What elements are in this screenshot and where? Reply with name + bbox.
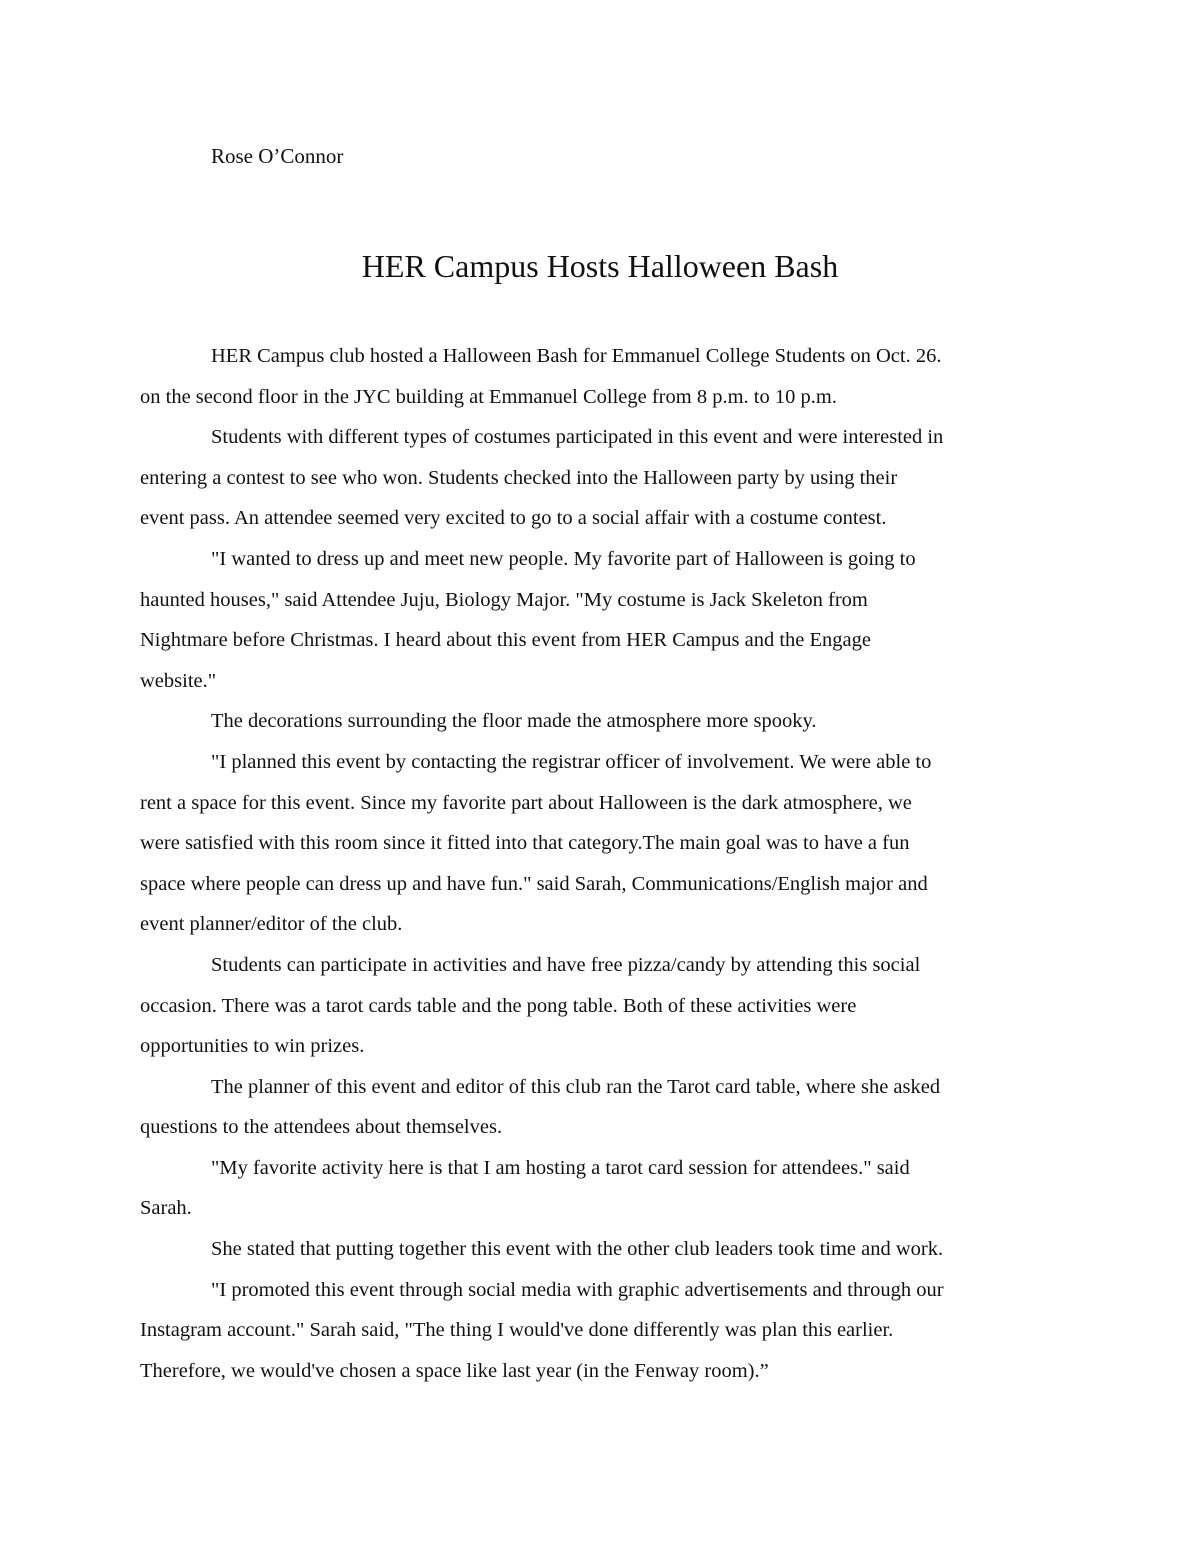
- body-text-line: "My favorite activity here is that I am hosting a tarot card session for attendees." said: [211, 1156, 910, 1179]
- body-text-line: She stated that putting together this event with the other club leaders took time and work.: [211, 1238, 944, 1261]
- body-text-line: occasion. There was a tarot cards table and the pong table. Both of these activities were: [140, 994, 857, 1017]
- body-text-line: website.": [140, 669, 217, 692]
- body-text-line: The planner of this event and editor of this club ran the Tarot card table, where she asked: [211, 1075, 941, 1098]
- body-text-line: haunted houses," said Attendee Juju, Biology Major. "My costume is Jack Skeleton from: [140, 588, 868, 611]
- body-text-line: Sarah.: [140, 1197, 192, 1220]
- body-text-line: opportunities to win prizes.: [140, 1035, 365, 1058]
- body-text-line: "I planned this event by contacting the registrar officer of involvement. We were able to: [211, 750, 932, 773]
- article-body: [140, 342, 1060, 1397]
- body-text-line: space where people can dress up and have fun." said Sarah, Communications/English major and: [140, 872, 928, 895]
- body-text-line: HER Campus club hosted a Halloween Bash for Emmanuel College Students on Oct. 26.: [211, 345, 942, 367]
- author-name: Rose O’Connor: [211, 144, 344, 168]
- body-text-line: "I wanted to dress up and meet new people. My favorite part of Halloween is going to: [211, 547, 916, 570]
- body-text-line: rent a space for this event. Since my favorite part about Halloween is the dark atmosphere, we: [140, 791, 912, 814]
- body-text-line: were satisfied with this room since it fitted into that category.The main goal was to have a fun: [140, 832, 910, 855]
- body-text-line: questions to the attendees about themselves.: [140, 1116, 503, 1139]
- body-text-line: Nightmare before Christmas. I heard about this event from HER Campus and the Engage: [140, 629, 871, 652]
- body-text-line: Students can participate in activities and have free pizza/candy by attending this social: [211, 953, 921, 976]
- body-text-line: Therefore, we would've chosen a space like last year (in the Fenway room).”: [140, 1359, 769, 1382]
- body-text-line: entering a contest to see who won. Students checked into the Halloween party by using their: [140, 466, 898, 489]
- body-text-line: Students with different types of costumes participated in this event and were interested in: [211, 426, 944, 449]
- body-text-line: on the second floor in the JYC building at Emmanuel College from 8 p.m. to 10 p.m.: [140, 385, 837, 408]
- body-text-line: "I promoted this event through social media with graphic advertisements and through our: [211, 1278, 944, 1301]
- body-text-line: The decorations surrounding the floor made the atmosphere more spooky.: [211, 710, 817, 733]
- body-text-line: event pass. An attendee seemed very excited to go to a social affair with a costume contest.: [140, 507, 887, 530]
- body-text-line: event planner/editor of the club.: [140, 913, 403, 936]
- article-title: HER Campus Hosts Halloween Bash: [361, 248, 839, 284]
- body-text-line: Instagram account." Sarah said, "The thing I would've done differently was plan this earlier.: [140, 1319, 894, 1342]
